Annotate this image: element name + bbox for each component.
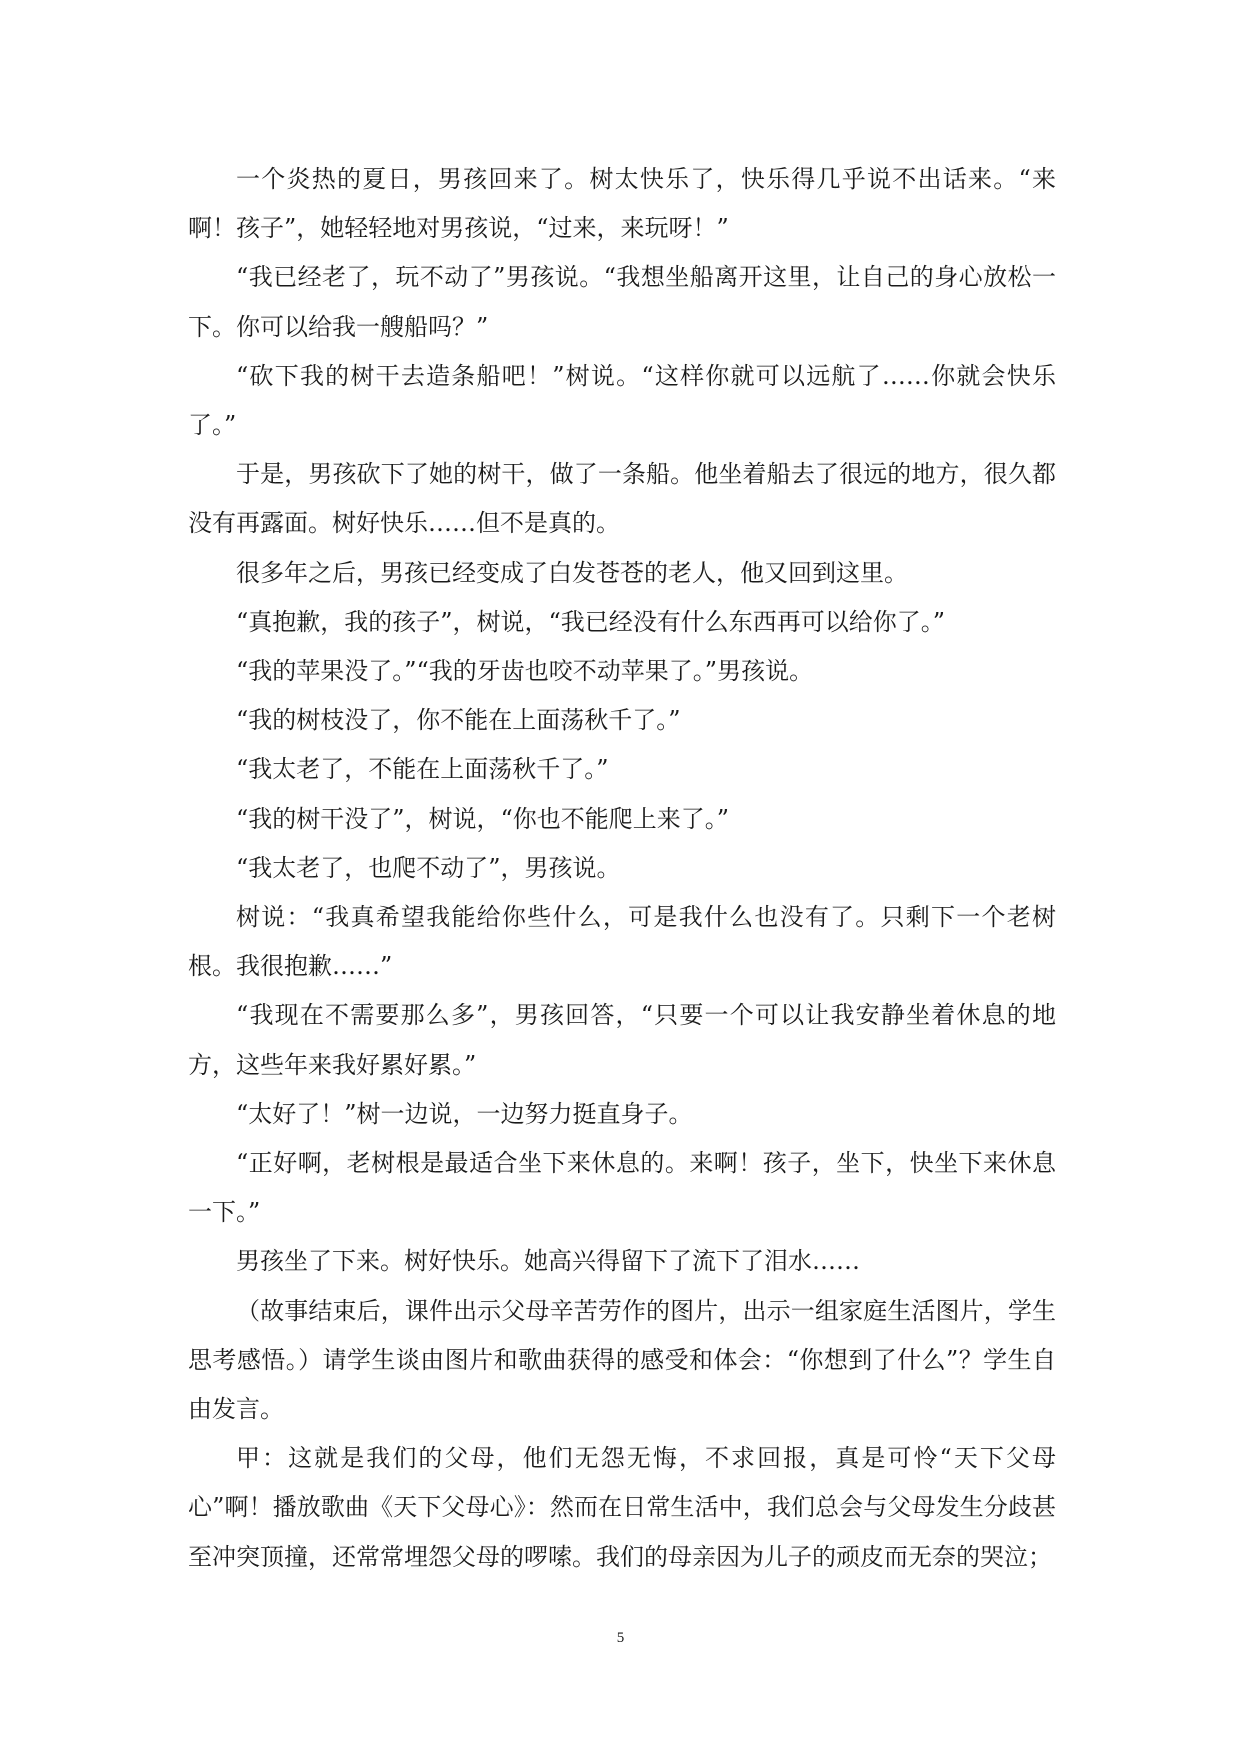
paragraph-9: “我太老了，不能在上面荡秋千了。”: [236, 755, 609, 784]
paragraph-15: “正好啊，老树根是最适合坐下来休息的。来啊！孩子，坐下，快坐下来休息一下。”: [188, 1149, 1056, 1227]
paragraph-12: 树说：“我真希望我能给你些什么，可是我什么也没有了。只剩下一个老树根。我很抱歉……”: [188, 903, 1056, 981]
paragraph-11: “我太老了，也爬不动了”，男孩说。: [236, 853, 621, 882]
paragraph-3: “砍下我的树干去造条船吧！”树说。“这样你就可以远航了……你就会快乐了。”: [188, 361, 1056, 440]
paragraph-14: “太好了！”树一边说，一边努力挺直身子。: [236, 1099, 693, 1128]
paragraph-2: “我已经老了，玩不动了”男孩说。“我想坐船离开这里，让自己的身心放松一下。你可以给我一艘船吗？”: [188, 263, 1056, 341]
paragraph-17: （故事结束后，课件出示父母辛苦劳作的图片，出示一组家庭生活图片，学生思考感悟。）请学生谈由图片和歌曲获得的感受和体会：“你想到了什么”？学生自由发言。: [188, 1296, 1056, 1424]
paragraph-8: “我的树枝没了，你不能在上面荡秋千了。”: [236, 706, 681, 735]
paragraph-7: “我的苹果没了。”“我的牙齿也咬不动苹果了。”男孩说。: [236, 657, 814, 686]
paragraph-18: 甲：这就是我们的父母，他们无怨无悔，不求回报，真是可怜“天下父母心”啊！播放歌曲《天下父母心》：然而在日常生活中，我们总会与父母发生分歧甚至冲突顶撞，还常常埋怨父母的啰嗦。我们的母亲因为儿子的顽皮而无奈的哭泣；: [188, 1444, 1056, 1571]
paragraph-4: 于是，男孩砍下了她的树干，做了一条船。他坐着船去了很远的地方，很久都没有再露面。树好快乐……但不是真的。: [188, 460, 1056, 538]
paragraph-10: “我的树干没了”，树说，“你也不能爬上来了。”: [236, 804, 730, 833]
page-number: 5: [616, 1630, 625, 1646]
paragraph-1: 一个炎热的夏日，男孩回来了。树太快乐了，快乐得几乎说不出话来。“来啊！孩子”，她轻轻地对男孩说，“过来，来玩呀！”: [188, 165, 1056, 243]
paragraph-16: 男孩坐了下来。树好快乐。她高兴得留下了流下了泪水……: [236, 1247, 860, 1276]
paragraph-6: “真抱歉，我的孩子”，树说，“我已经没有什么东西再可以给你了。”: [236, 607, 946, 636]
body-text: [188, 155, 1056, 1582]
paragraph-13: “我现在不需要那么多”，男孩回答，“只要一个可以让我安静坐着休息的地方，这些年来我好累好累。”: [188, 1001, 1056, 1079]
paragraph-5: 很多年之后，男孩已经变成了白发苍苍的老人，他又回到这里。: [236, 558, 908, 587]
